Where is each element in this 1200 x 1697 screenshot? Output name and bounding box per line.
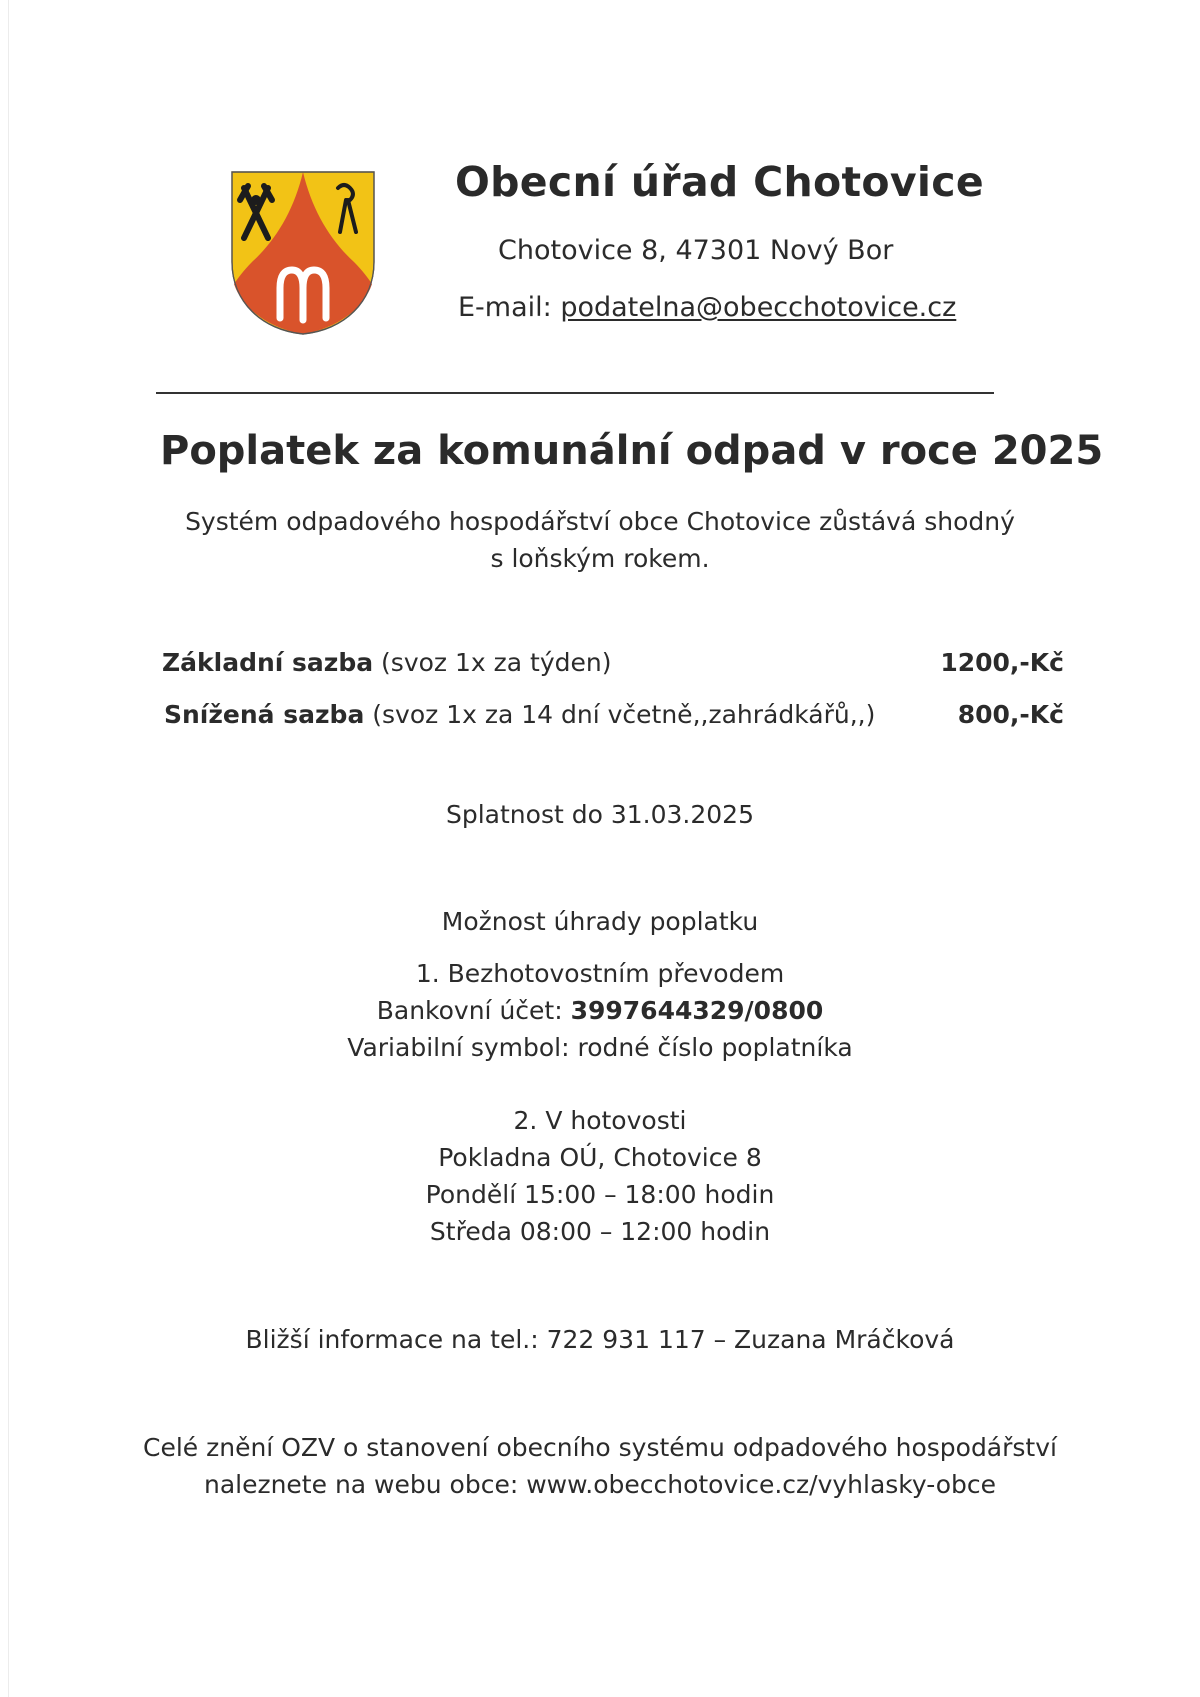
cash-desk-hours-monday: Pondělí 15:00 – 18:00 hodin [425, 1180, 775, 1209]
footer-line-1: Celé znění OZV o stanovení obecního systému odpadového hospodářství [143, 1433, 1057, 1462]
document-title: Poplatek za komunální odpad v roce 2025 [160, 428, 1104, 474]
email-link[interactable]: podatelna@obecchotovice.cz [560, 292, 957, 323]
bank-account-label: Bankovní účet: [376, 996, 571, 1025]
variable-symbol: Variabilní symbol: rodné číslo poplatníka [347, 1033, 853, 1062]
bank-account-number: 3997644329/0800 [570, 996, 824, 1025]
rate-reduced-detail: (svoz 1x za 14 dní včetně,,zahrádkářů,,) [364, 700, 876, 729]
municipal-coat-of-arms [230, 170, 376, 336]
office-name: Obecní úřad Chotovice [455, 158, 984, 206]
rate-basic-price: 1200,-Kč [940, 648, 1064, 677]
bank-account-line [0, 996, 1200, 1025]
rate-basic-label [162, 648, 611, 677]
rate-basic-name: Základní sazba [162, 648, 374, 677]
intro-line-1: Systém odpadového hospodářství obce Chotovice zůstává shodný [185, 507, 1015, 536]
rate-reduced-label [164, 700, 875, 729]
office-address: Chotovice 8, 47301 Nový Bor [498, 235, 894, 266]
payment-method-1-title: 1. Bezhotovostním převodem [415, 959, 785, 988]
rate-basic-detail: (svoz 1x za týden) [373, 648, 612, 677]
payment-method-2-title: 2. V hotovosti [513, 1106, 687, 1135]
cash-desk-place: Pokladna OÚ, Chotovice 8 [438, 1143, 762, 1172]
rate-reduced-price: 800,-Kč [957, 700, 1064, 729]
contact-info: Bližší informace na tel.: 722 931 117 – Zuzana Mráčková [245, 1325, 955, 1354]
payment-heading: Možnost úhrady poplatku [441, 907, 759, 936]
footer-line-2: naleznete na webu obce: www.obecchotovice.cz/vyhlasky-obce [203, 1470, 997, 1499]
rate-reduced-name: Snížená sazba [164, 700, 365, 729]
intro-line-2: s loňským rokem. [490, 544, 710, 573]
due-date: Splatnost do 31.03.2025 [446, 800, 754, 829]
header-divider [156, 392, 994, 394]
email-label: E-mail: [458, 292, 561, 323]
cash-desk-hours-wednesday: Středa 08:00 – 12:00 hodin [429, 1217, 771, 1246]
office-email-line [458, 292, 956, 323]
